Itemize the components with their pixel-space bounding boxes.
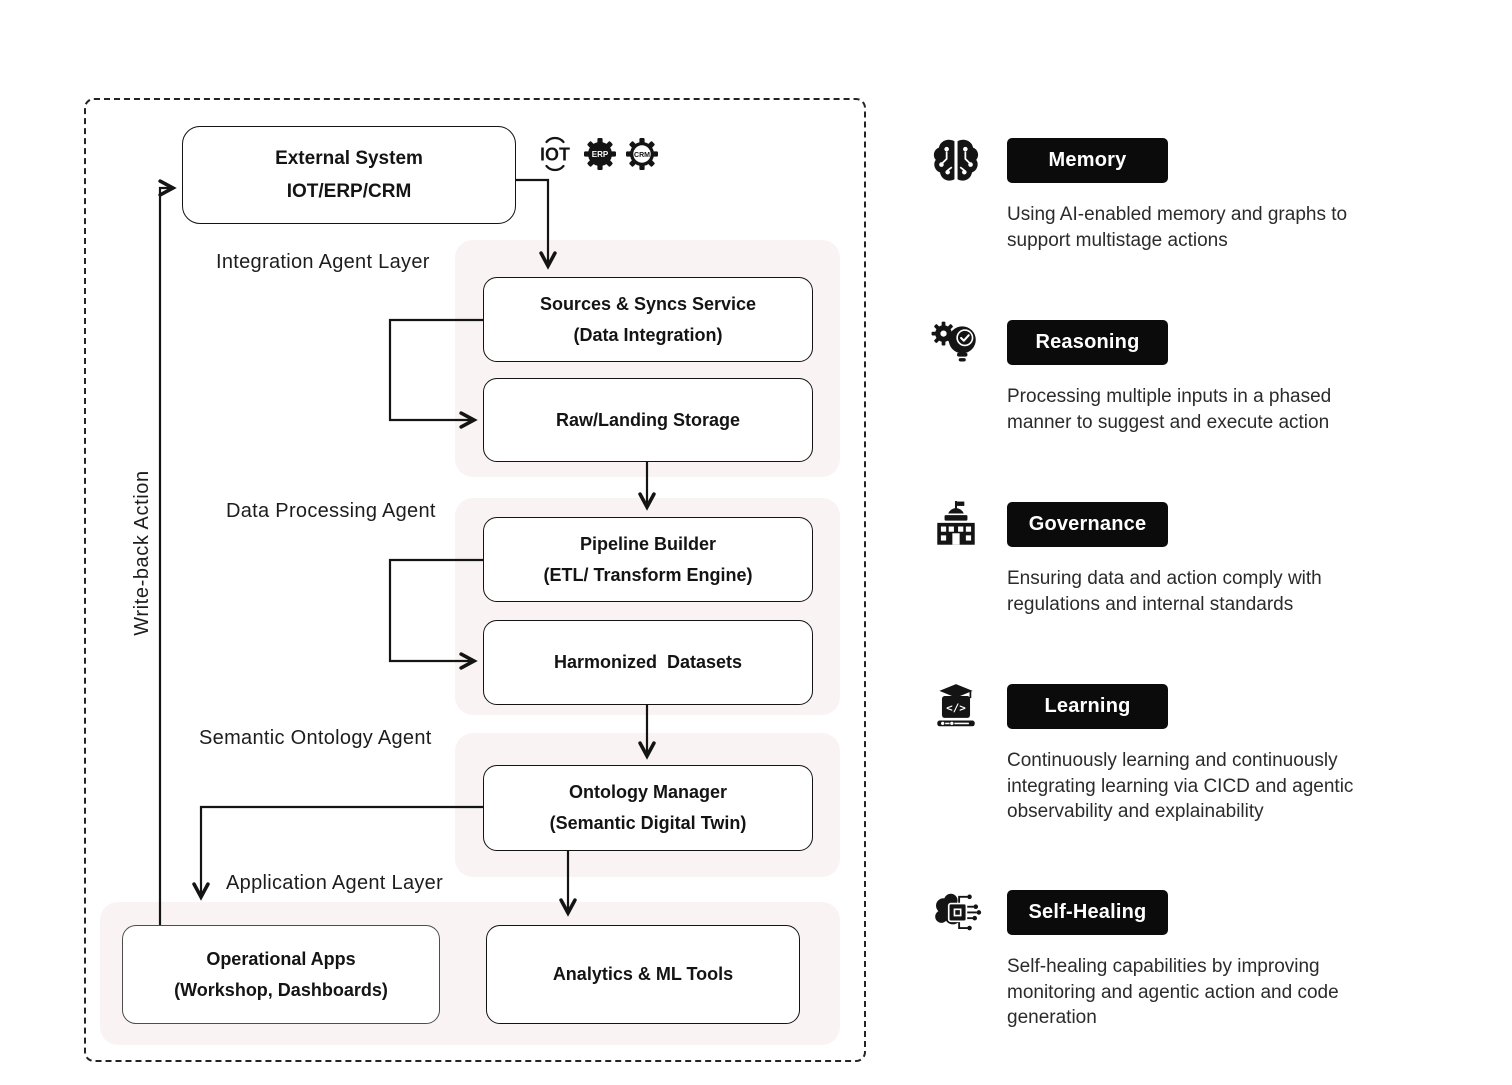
reasoning-pill: Reasoning [1007,320,1168,365]
pipeline-builder-title: Pipeline Builder [579,533,717,554]
integration-layer-label: Integration Agent Layer [216,251,430,273]
capability-reasoning [930,320,1450,500]
brain-circuit-icon [930,136,982,188]
operational-apps-title: Operational Apps [206,948,356,969]
external-system-subtitle: IOT/ERP/CRM [286,181,412,202]
semantic-ontology-layer-label: Semantic Ontology Agent [199,727,432,749]
pipeline-builder-box [483,517,813,602]
crm-gear-icon [626,138,658,170]
laptop-graduation-code-icon [930,682,982,734]
ontology-manager-box [483,765,813,851]
self-healing-pill: Self-Healing [1007,890,1168,935]
writeback-action-label: Write-back Action [131,470,153,636]
harmonized-datasets-box [483,620,813,705]
application-layer-label: Application Agent Layer [226,872,444,894]
memory-pill: Memory [1007,138,1168,183]
learning-description: Continuously learning and continuously integrating learning via CICD and agentic observability and explainability [1007,750,1354,822]
capability-governance [930,502,1450,682]
lightbulb-gear-check-icon [930,318,982,370]
self-healing-description: Self-healing capabilities by improving monitoring and agentic action and code generation [1007,956,1339,1028]
ontology-manager-title: Ontology Manager [568,782,727,802]
pipeline-builder-subtitle: (ETL/ Transform Engine) [543,564,753,585]
external-system-title: External System [275,148,423,169]
external-system-box [182,126,516,224]
memory-description: Using AI-enabled memory and graphs to support multistage actions [1007,204,1348,251]
harmonized-datasets-title: Harmonized Datasets [553,652,743,672]
code-glyph: </> [946,701,966,715]
ontology-manager-subtitle: (Semantic Digital Twin) [549,813,747,833]
reasoning-description: Processing multiple inputs in a phased manner to suggest and execute action [1007,386,1332,433]
operational-apps-subtitle: (Workshop, Dashboards) [174,979,388,1000]
analytics-ml-title: Analytics & ML Tools [552,964,734,984]
capability-memory [930,138,1450,318]
erp-gear-icon [584,138,616,170]
raw-landing-box [483,378,813,462]
data-processing-layer-label: Data Processing Agent [226,500,436,522]
governance-description: Ensuring data and action comply with regulations and internal standards [1007,568,1322,615]
sources-syncs-title: Sources & Syncs Service [539,293,757,314]
sources-syncs-box [483,277,813,362]
governance-pill: Governance [1007,502,1168,547]
iot-label: IOT [540,144,570,165]
sources-syncs-subtitle: (Data Integration) [573,324,723,345]
operational-apps-box [122,925,440,1024]
chip-brain-icon [930,888,982,940]
capability-learning [930,684,1450,864]
capability-self-healing [930,890,1450,1070]
erp-label: ERP [591,150,609,160]
government-building-icon [930,500,982,552]
raw-landing-title: Raw/Landing Storage [555,409,741,430]
crm-label: CRM [634,151,650,159]
analytics-ml-box [486,925,800,1024]
system-icons [525,130,670,178]
iot-icon [540,138,570,170]
learning-pill: Learning [1007,684,1168,729]
